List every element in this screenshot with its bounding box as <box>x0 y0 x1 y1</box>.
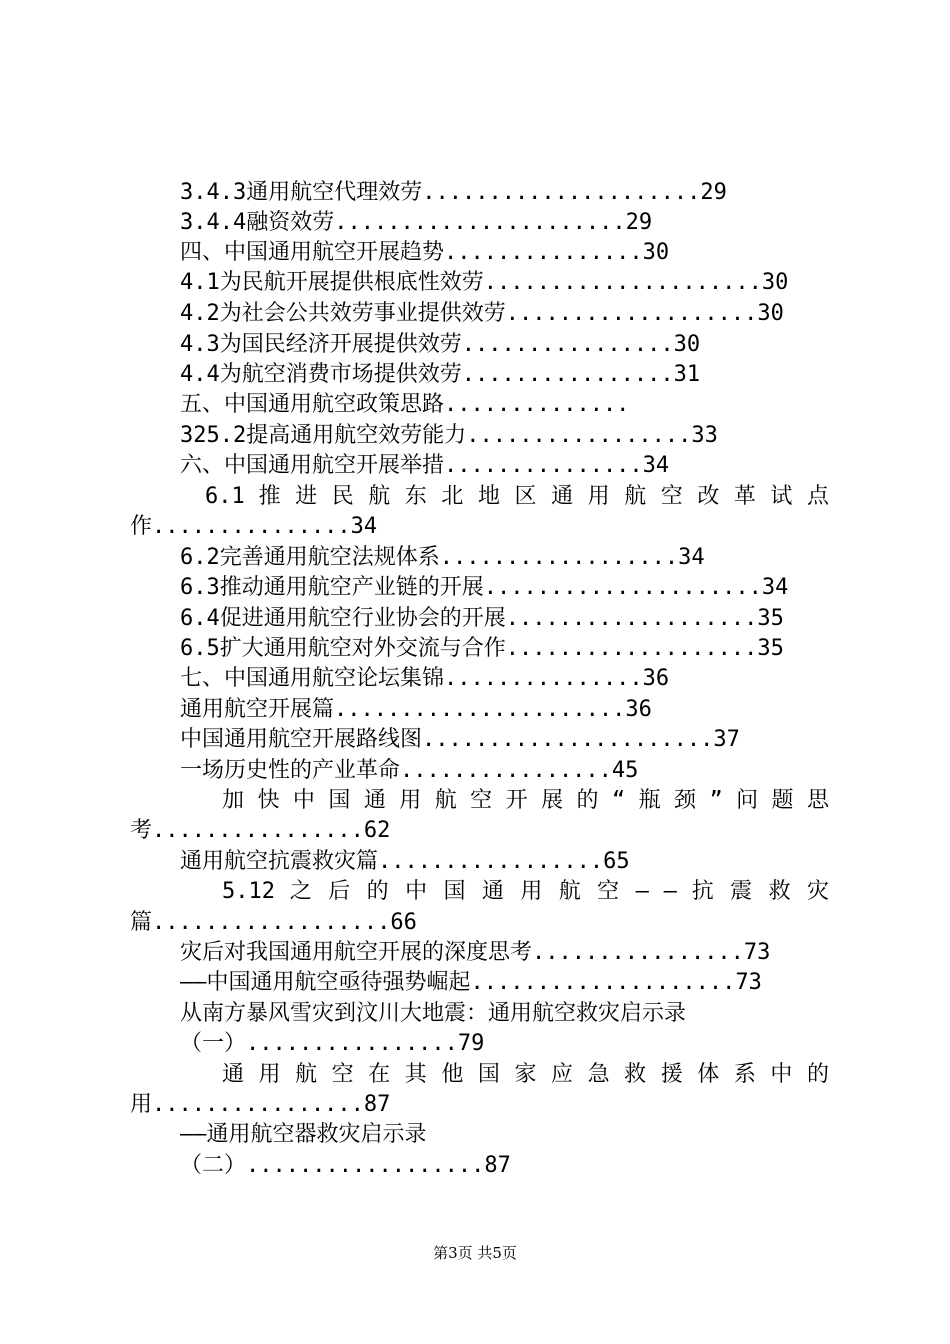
page-footer: 第3页 共5页 <box>433 1244 517 1262</box>
toc-entry[interactable]: 四、中国通用航空开展趋势...............30 <box>180 240 670 265</box>
toc-entry[interactable]: 4.1为民航开展提供根底性效劳.....................30 <box>180 270 789 295</box>
toc-entry[interactable]: 一场历史性的产业革命................45 <box>180 758 639 783</box>
toc-entry[interactable]: 6.5扩大通用航空对外交流与合作...................35 <box>180 636 784 661</box>
toc-entry-continuation[interactable]: 考................62 <box>130 818 391 843</box>
toc-entry[interactable]: 通用航空抗震救灾篇.................65 <box>180 849 630 874</box>
toc-entry-continuation[interactable]: 篇..................66 <box>130 910 417 935</box>
toc-entry[interactable]: 灾后对我国通用航空开展的深度思考................73 <box>180 940 771 965</box>
toc-entry[interactable]: 七、中国通用航空论坛集锦...............36 <box>180 666 670 691</box>
toc-entry[interactable]: （二）..................87 <box>180 1153 511 1178</box>
toc-entry[interactable]: （一）................79 <box>180 1031 485 1056</box>
toc-entry[interactable]: 325.2提高通用航空效劳能力.................33 <box>180 423 718 448</box>
toc-entry[interactable]: 六、中国通用航空开展举措...............34 <box>180 453 670 478</box>
toc-entry-wrapped[interactable]: 通 用 航 空 在 其 他 国 家 应 急 救 援 体 系 中 的 <box>222 1062 829 1087</box>
toc-entry[interactable]: 通用航空开展篇......................36 <box>180 697 652 722</box>
toc-entry[interactable]: 4.4为航空消费市场提供效劳................31 <box>180 362 701 387</box>
toc-entry[interactable]: 从南方暴风雪灾到汶川大地震：通用航空救灾启示录 <box>180 1001 687 1026</box>
toc-entry[interactable]: 4.3为国民经济开展提供效劳................30 <box>180 332 701 357</box>
toc-entry[interactable]: 3.4.3通用航空代理效劳.....................29 <box>180 180 727 205</box>
toc-entry[interactable]: ——通用航空器救灾启示录 <box>180 1122 427 1147</box>
toc-entry[interactable]: 中国通用航空开展路线图......................37 <box>180 727 740 752</box>
toc-entry[interactable]: 3.4.4融资效劳......................29 <box>180 210 653 235</box>
toc-entry[interactable]: 4.2为社会公共效劳事业提供效劳...................30 <box>180 301 784 326</box>
toc-entry[interactable]: ——中国通用航空亟待强势崛起....................73 <box>180 970 762 995</box>
toc-entry[interactable]: 6.4促进通用航空行业协会的开展...................35 <box>180 606 784 631</box>
toc-entry-continuation[interactable]: 用................87 <box>130 1092 391 1117</box>
toc-entry[interactable]: 6.3推动通用航空产业链的开展.....................34 <box>180 575 789 600</box>
toc-entry-wrapped[interactable]: 5.12 之 后 的 中 国 通 用 航 空 — — 抗 震 救 灾 <box>222 879 829 904</box>
toc-entry[interactable]: 6.2完善通用航空法规体系..................34 <box>180 545 705 570</box>
toc-entry-wrapped[interactable]: 6.1 推 进 民 航 东 北 地 区 通 用 航 空 改 革 试 点 <box>205 484 829 509</box>
toc-entry-wrapped[interactable]: 加 快 中 国 通 用 航 空 开 展 的 “ 瓶 颈 ” 问 题 思 <box>222 788 829 813</box>
toc-entry-continuation[interactable]: 作...............34 <box>130 514 378 539</box>
toc-entry[interactable]: 五、中国通用航空政策思路.............. <box>180 392 630 417</box>
